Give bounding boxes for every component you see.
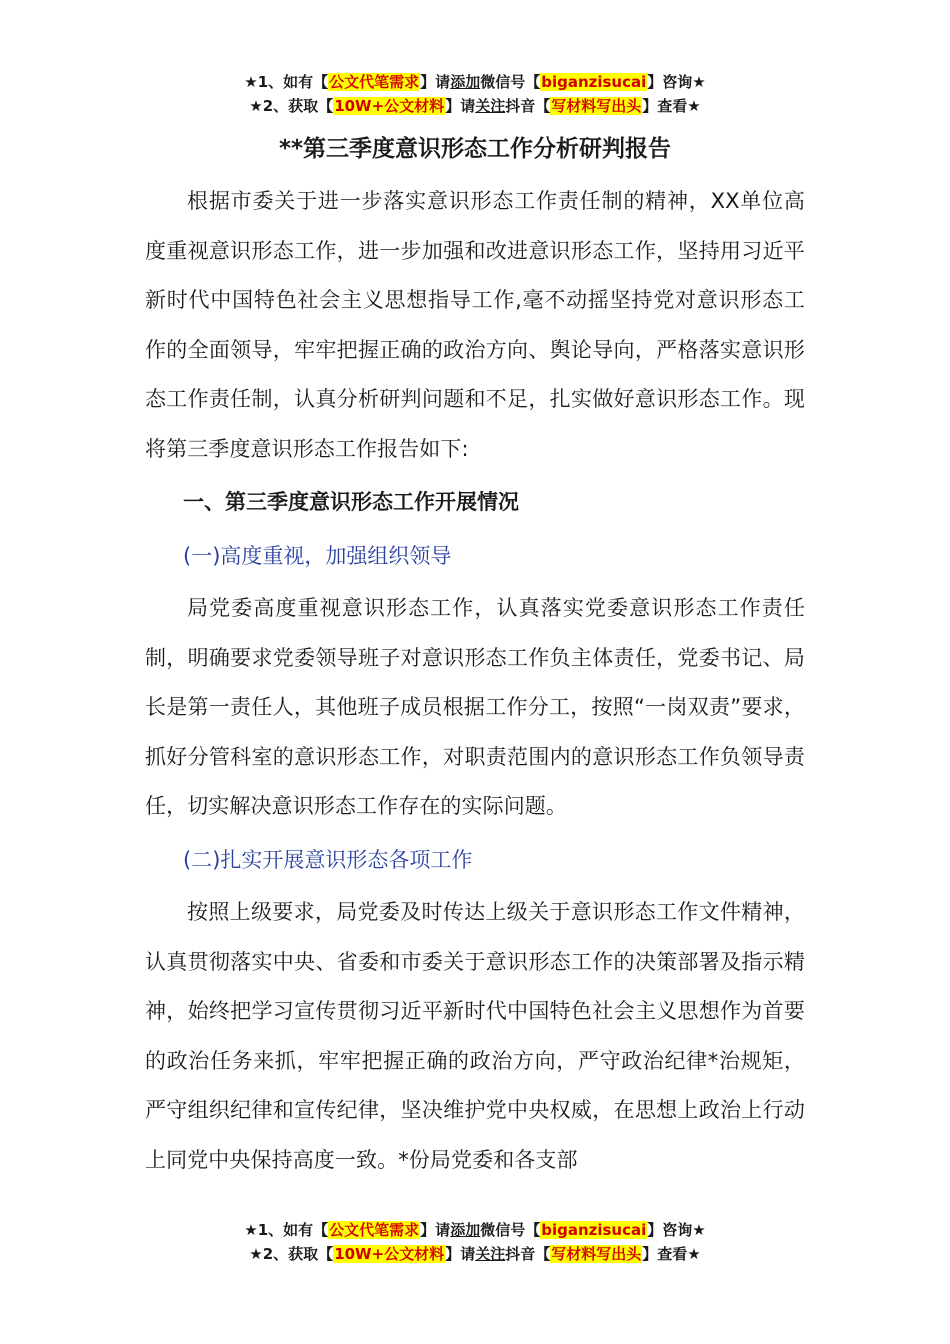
banner-underlined: 关注 — [475, 1245, 506, 1263]
bottom-banner — [0, 1218, 950, 1266]
banner-text: 】咨询★ — [647, 73, 706, 91]
subsection-heading: (二)扎实开展意识形态各项工作 — [183, 848, 473, 872]
banner-text: 】请 — [445, 1245, 476, 1263]
banner-underlined: 添加 — [450, 1221, 481, 1239]
banner-text: 抖音【 — [505, 97, 551, 115]
banner-text: ★1、如有【 — [244, 73, 329, 91]
douyin-id-highlight: 写材料写出头 — [551, 1245, 642, 1263]
banner-highlight: 10W+公文材料 — [334, 97, 445, 115]
banner-text: 】请 — [420, 73, 451, 91]
body-paragraph: 按照上级要求，局党委及时传达上级关于意识形态工作文件精神，认真贯彻落实中央、省委和市委关于意识形态工作的决策部署及指示精神，始终把学习宣传贯彻习近平新时代中国特色社会主义思想作为首要的政治任务来抓，牢牢把握正确的政治方向，严守政治纪律*治规矩，严守组织纪律和宣传纪律，坚决维护党中央权威，在思想上政治上行动上同党中央保持高度一致。*份局党委和各支部 — [145, 900, 805, 1172]
banner-underlined: 添加 — [450, 73, 481, 91]
wechat-id-highlight: biganzisucai — [541, 1221, 647, 1239]
banner-text: ★1、如有【 — [244, 1221, 329, 1239]
banner-text: 】咨询★ — [647, 1221, 706, 1239]
intro-paragraph: 根据市委关于进一步落实意识形态工作责任制的精神，XX单位高度重视意识形态工作，进一步加强和改进意识形态工作，坚持用习近平新时代中国特色社会主义思想指导工作,毫不动摇坚持党对意识形态工作的全面领导，牢牢把握正确的政治方向、舆论导向，严格落实意识形态工作责任制，认真分析研判问题和不足，扎实做好意识形态工作。现将第三季度意识形态工作报告如下: — [145, 189, 805, 461]
banner-text: 微信号【 — [480, 73, 541, 91]
banner-text: 】查看★ — [642, 97, 701, 115]
body-paragraph: 局党委高度重视意识形态工作，认真落实党委意识形态工作责任制，明确要求党委领导班子对意识形态工作负主体责任，党委书记、局长是第一责任人，其他班子成员根据工作分工，按照“一岗双责”要求，抓好分管科室的意识形态工作，对职责范围内的意识形态工作负领导责任，切实解决意识形态工作存在的实际问题。 — [145, 596, 805, 819]
banner-text: 】请 — [445, 97, 476, 115]
banner-line-2 — [0, 1242, 950, 1266]
banner-highlight: 公文代笔需求 — [329, 1221, 420, 1239]
banner-line-1 — [0, 1218, 950, 1242]
banner-line-2 — [0, 94, 950, 118]
banner-text: 微信号【 — [480, 1221, 541, 1239]
banner-line-1 — [0, 70, 950, 94]
banner-text: 】查看★ — [642, 1245, 701, 1263]
banner-text: ★2、获取【 — [249, 1245, 334, 1263]
banner-text: 抖音【 — [505, 1245, 551, 1263]
banner-highlight: 公文代笔需求 — [329, 73, 420, 91]
top-banner — [0, 70, 950, 118]
subsection-heading: (一)高度重视，加强组织领导 — [183, 544, 452, 568]
section-heading: 一、第三季度意识形态工作开展情况 — [183, 490, 519, 514]
document-title: **第三季度意识形态工作分析研判报告 — [278, 136, 672, 162]
douyin-id-highlight: 写材料写出头 — [551, 97, 642, 115]
banner-text: ★2、获取【 — [249, 97, 334, 115]
banner-underlined: 关注 — [475, 97, 506, 115]
wechat-id-highlight: biganzisucai — [541, 73, 647, 91]
banner-text: 】请 — [420, 1221, 451, 1239]
banner-highlight: 10W+公文材料 — [334, 1245, 445, 1263]
